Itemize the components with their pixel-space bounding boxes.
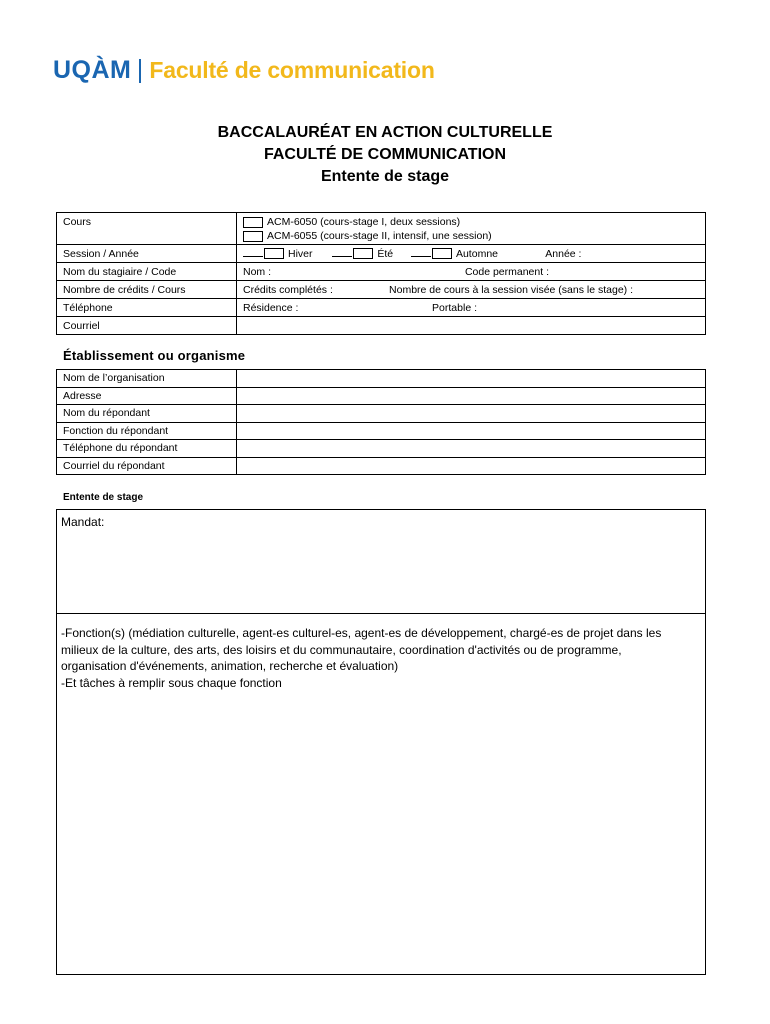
course-option-1: ACM-6050 (cours-stage I, deux sessions)	[267, 216, 461, 228]
fonctions-line-2: milieux de la culture, des arts, des loisirs et du communautaire, coordination d'activités ou de programme,	[61, 642, 622, 657]
entente-label: Entente de stage	[63, 492, 144, 503]
entente-box[interactable]	[56, 509, 706, 975]
org-row-label: Téléphone du répondant	[57, 440, 237, 458]
faculty-name: Faculté de communication	[149, 57, 435, 83]
checkbox-ete[interactable]	[353, 248, 373, 259]
stagiaire-label: Nom du stagiaire / Code	[57, 263, 237, 281]
code-permanent-label: Code permanent :	[464, 265, 549, 278]
org-field-courriel[interactable]	[237, 457, 706, 475]
session-ete: Été	[377, 247, 394, 260]
courriel-label: Courriel	[57, 317, 237, 335]
organisation-section-title: Établissement ou organisme	[63, 348, 246, 363]
organisation-table	[56, 369, 706, 475]
checkbox-acm6055[interactable]	[243, 231, 263, 242]
courriel-field[interactable]	[237, 317, 706, 335]
cours-label: Cours	[57, 213, 237, 245]
org-field-telephone[interactable]	[237, 440, 706, 458]
logo-mark: UQÀM	[53, 56, 132, 84]
session-label: Session / Année	[57, 245, 237, 263]
telephone-label: Téléphone	[57, 299, 237, 317]
credits-label: Nombre de crédits / Cours	[57, 281, 237, 299]
fonctions-line-3: organisation d'événements, animation, recherche et évaluation)	[61, 659, 399, 674]
org-field-nom[interactable]	[237, 370, 706, 388]
nombre-cours: Nombre de cours à la session visée (sans le stage) :	[389, 283, 633, 296]
checkbox-automne[interactable]	[432, 248, 452, 259]
entente-divider	[57, 613, 705, 614]
student-info-table	[56, 212, 706, 335]
org-field-fonction[interactable]	[237, 422, 706, 440]
fonctions-text	[61, 625, 697, 691]
mandat-label: Mandat:	[61, 515, 105, 529]
document-titles	[0, 122, 770, 188]
org-row-label: Courriel du répondant	[57, 457, 237, 475]
org-row-label: Fonction du répondant	[57, 422, 237, 440]
course-option-2: ACM-6055 (cours-stage II, intensif, une session)	[267, 230, 492, 242]
taches-line: -Et tâches à remplir sous chaque fonction	[61, 675, 282, 690]
fonctions-line-1: -Fonction(s) (médiation culturelle, agent-es culturel-es, agent-es de développement, chargé-es de projet dans les	[61, 626, 662, 640]
title-line-2: FACULTÉ DE COMMUNICATION	[263, 146, 507, 163]
session-automne: Automne	[455, 247, 498, 260]
title-line-3: Entente de stage	[320, 168, 450, 185]
org-row-label: Nom du répondant	[57, 405, 237, 423]
annee-label: Année :	[545, 247, 582, 260]
org-row-label: Nom de l’organisation	[57, 370, 237, 388]
session-hiver: Hiver	[288, 247, 313, 260]
org-row-label: Adresse	[57, 387, 237, 405]
residence-label: Résidence :	[243, 301, 299, 314]
credits-completes: Crédits complétés :	[243, 283, 333, 296]
title-line-1: BACCALAURÉAT EN ACTION CULTURELLE	[217, 124, 553, 141]
org-field-repondant[interactable]	[237, 405, 706, 423]
org-field-adresse[interactable]	[237, 387, 706, 405]
nom-label: Nom :	[243, 265, 272, 278]
logo-separator	[139, 59, 141, 83]
uqam-logo	[53, 56, 435, 85]
portable-label: Portable :	[432, 301, 477, 314]
checkbox-hiver[interactable]	[264, 248, 284, 259]
checkbox-acm6050[interactable]	[243, 217, 263, 228]
